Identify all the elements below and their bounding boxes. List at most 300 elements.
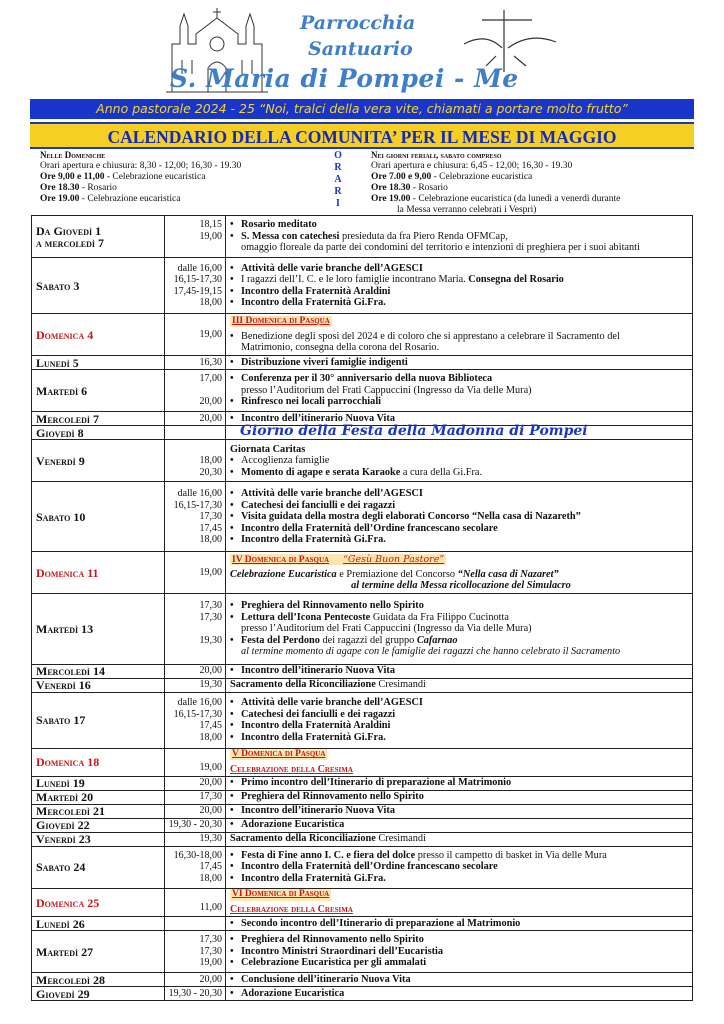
event-line xyxy=(230,777,692,789)
schedule-row xyxy=(32,664,693,678)
event-line xyxy=(230,219,692,231)
times-cell xyxy=(165,692,226,748)
description-cell xyxy=(226,258,693,314)
event-line xyxy=(230,467,692,479)
times-cell xyxy=(165,748,226,776)
event-line xyxy=(230,819,692,831)
time-label xyxy=(165,891,222,903)
day-label: Venerdì 9 xyxy=(36,455,85,467)
sunday-evening-time: Ore 19.00 xyxy=(40,194,80,204)
day-label: Domenica 4 xyxy=(36,328,94,341)
schedule-row xyxy=(32,594,693,664)
time-label: 11,00 xyxy=(199,902,222,914)
event-title: Incontro della Fraternità Gi.Fra. xyxy=(241,534,386,546)
times-cell xyxy=(165,412,226,426)
day-label: Giovedì 22 xyxy=(36,819,90,831)
event-line xyxy=(230,286,692,298)
time-label: 19,30 - 20,30 xyxy=(168,987,222,999)
day-cell xyxy=(32,888,165,916)
times-cell xyxy=(165,552,226,594)
times-cell xyxy=(165,916,226,930)
sunday-mass-text: - Celebrazione eucaristica xyxy=(104,172,206,182)
schedule-row xyxy=(32,552,693,594)
schedule-row xyxy=(32,692,693,748)
event-title: Catechesi dei fanciulli e dei ragazzi xyxy=(241,499,396,511)
weekday-evening-time: Ore 19.00 xyxy=(371,194,411,204)
day-cell xyxy=(32,370,165,412)
time-label: dalle 16,00 xyxy=(177,488,222,500)
event-line xyxy=(230,612,692,624)
event-title: Incontro della Fraternità Araldini xyxy=(241,285,391,297)
day-label: Mercoledì 21 xyxy=(36,805,106,817)
schedule-row xyxy=(32,258,693,314)
event-line xyxy=(230,697,692,709)
day-cell xyxy=(32,930,165,972)
description-cell xyxy=(226,846,693,888)
time-label: 17,45-19,15 xyxy=(173,285,222,297)
schedule-row xyxy=(32,916,693,930)
event-title: Festa del Perdono xyxy=(241,634,320,646)
weekday-vespers-note: la Messa verranno celebrati i Vespri) xyxy=(397,205,537,215)
times-cell xyxy=(165,426,226,440)
event-line xyxy=(230,635,692,647)
time-label: 20,00 xyxy=(199,973,222,985)
times-cell xyxy=(165,258,226,314)
event-text: presso l’Auditorium del Frati Cappuccini (Ingresso da Via delle Mura) xyxy=(241,623,532,635)
time-label: 17,30 xyxy=(199,945,222,957)
day-label: Venerdì 16 xyxy=(36,679,91,691)
event-highlight: Consegna del Rosario xyxy=(468,274,564,286)
day-cell xyxy=(32,916,165,930)
times-cell xyxy=(165,972,226,986)
event-text: a cura della Gi.Fra. xyxy=(400,466,483,478)
confirmation-celebration: Celebrazione della Cresima xyxy=(230,904,353,916)
schedule-row xyxy=(32,818,693,832)
event-line xyxy=(230,974,692,986)
sunday-rosary-time: Ore 18.30 xyxy=(40,183,80,193)
time-label: 20,00 xyxy=(199,805,222,817)
event-text: presso l’Auditorium del Frati Cappuccini (Ingresso da Via delle Mura) xyxy=(241,384,532,396)
day-cell xyxy=(32,664,165,678)
time-label: 16,30 xyxy=(199,356,222,368)
event-text: presieduta da fra Piero Renda OFMCap, xyxy=(339,230,508,242)
schedule-row xyxy=(32,972,693,986)
time-label: 16,15-17,30 xyxy=(173,274,222,286)
description-cell xyxy=(226,790,693,804)
event-title: Incontro dell’itinerario Nuova Vita xyxy=(241,665,395,677)
event-title: Incontro della Fraternità Gi.Fra. xyxy=(241,731,386,743)
time-label: 18,00 xyxy=(199,297,222,309)
time-label: 16,15-17,30 xyxy=(173,708,222,720)
description-cell xyxy=(226,804,693,818)
time-label: 17,30 xyxy=(199,600,222,612)
event-line xyxy=(230,934,692,946)
time-label: dalle 16,00 xyxy=(177,697,222,709)
time-label: 17,30 xyxy=(199,934,222,946)
description-cell xyxy=(226,314,693,356)
event-text: presso il campetto di basket in Via delle Mura xyxy=(415,849,607,861)
day-cell xyxy=(32,790,165,804)
time-label: 19,30 xyxy=(199,833,222,845)
event-line xyxy=(230,709,692,721)
time-label xyxy=(165,646,222,658)
day-label: Domenica 18 xyxy=(36,756,100,768)
event-line xyxy=(230,242,692,254)
feast-day-title: Giorno della Festa della Madonna di Pompei xyxy=(240,423,588,440)
calendar-title: CALENDARIO DELLA COMUNITA’ PER IL MESE DI MAGGIO xyxy=(30,122,694,149)
event-title: Incontro della Fraternità Gi.Fra. xyxy=(241,872,386,884)
time-label: 19,30 xyxy=(199,634,222,646)
event-line xyxy=(230,342,692,354)
weekday-hours-heading: Nei giorni feriali, sabato compreso xyxy=(371,150,502,160)
time-label: 17,30 xyxy=(199,611,222,623)
day-label: Domenica 25 xyxy=(36,896,100,909)
event-title: Preghiera del Rinnovamento nello Spirito xyxy=(241,934,424,946)
times-cell xyxy=(165,216,226,258)
time-label xyxy=(165,385,222,397)
weekday-mass-text: - Celebrazione eucaristica xyxy=(431,172,533,182)
orari-letter: O xyxy=(334,150,342,161)
event-line xyxy=(230,373,692,385)
schedule-row xyxy=(32,482,693,552)
weekday-rosary-time: Ore 18.30 xyxy=(371,183,411,193)
schedule-row xyxy=(32,748,693,776)
event-title: Incontro Ministri Straordinari dell’Eucaristia xyxy=(241,945,444,957)
time-label: 18,00 xyxy=(199,872,222,884)
event-line xyxy=(230,500,692,512)
schedule-table xyxy=(31,215,693,1001)
schedule-row xyxy=(32,846,693,888)
time-label: 18,00 xyxy=(199,455,222,467)
time-label xyxy=(165,340,222,352)
pastoral-year-banner: Anno pastorale 2024 - 25 “Noi, tralci della vera vite, chiamati a portare molto frutto” xyxy=(30,99,694,119)
times-cell xyxy=(165,678,226,692)
event-text: e Premiazione del Concorso xyxy=(336,568,458,580)
time-label: 17,00 xyxy=(199,373,222,385)
time-label xyxy=(165,317,222,329)
time-label: 20,00 xyxy=(199,412,222,424)
time-label: 20,00 xyxy=(199,777,222,789)
time-label: dalle 16,00 xyxy=(177,262,222,274)
event-title: Catechesi dei fanciulli e dei ragazzi xyxy=(241,708,396,720)
event-line xyxy=(230,720,692,732)
times-cell xyxy=(165,986,226,1000)
header xyxy=(0,0,724,98)
schedule-row xyxy=(32,790,693,804)
event-title: Incontro della Fraternità dell’Ordine francescano secolare xyxy=(241,861,498,873)
description-cell xyxy=(226,482,693,552)
event-line xyxy=(230,850,692,862)
event-line xyxy=(230,732,692,744)
time-label: 18,15 xyxy=(199,219,222,231)
description-cell xyxy=(226,370,693,412)
day-cell xyxy=(32,552,165,594)
time-label xyxy=(165,556,222,568)
day-cell xyxy=(32,846,165,888)
time-label xyxy=(165,427,222,439)
event-line xyxy=(230,623,692,635)
event-text: Matrimonio, consegna della corona del Rosario. xyxy=(241,342,440,354)
day-label-end: a mercoledì 7 xyxy=(36,236,105,249)
day-cell xyxy=(32,594,165,664)
event-line xyxy=(230,569,692,581)
event-title: Primo incontro dell’Itinerario di preparazione al Matrimonio xyxy=(241,777,512,789)
event-line xyxy=(230,455,692,467)
event-text: omaggio floreale da parte dei condomini del territorio e intenzioni di preghiera per i suoi abitanti xyxy=(241,242,640,254)
event-title: Attività delle varie branche dell’AGESCI xyxy=(241,488,423,500)
day-cell xyxy=(32,426,165,440)
event-title: Momento di agape e serata Karaoke xyxy=(241,466,401,478)
times-cell xyxy=(165,482,226,552)
time-label: 20,00 xyxy=(199,396,222,408)
description-cell xyxy=(226,552,693,594)
description-cell xyxy=(226,776,693,790)
event-title: Celebrazione Eucaristica xyxy=(230,568,337,580)
event-line xyxy=(230,523,692,535)
description-cell xyxy=(226,356,693,370)
event-title: Distribuzione viveri famiglie indigenti xyxy=(241,356,408,368)
times-cell xyxy=(165,818,226,832)
event-title: Secondo incontro dell’Itinerario di preparazione al Matrimonio xyxy=(241,917,521,929)
day-label: Venerdì 23 xyxy=(36,833,91,845)
description-cell xyxy=(226,692,693,748)
time-label xyxy=(165,444,222,456)
description-cell xyxy=(226,972,693,986)
event-line xyxy=(230,764,692,776)
event-line xyxy=(230,873,692,885)
event-heading: Sacramento della Riconciliazione xyxy=(230,679,376,691)
times-cell xyxy=(165,440,226,482)
day-cell xyxy=(32,482,165,552)
times-cell xyxy=(165,930,226,972)
description-cell xyxy=(226,832,693,846)
time-label: 19,00 xyxy=(199,230,222,242)
time-label: 17,45 xyxy=(199,861,222,873)
event-line xyxy=(230,274,692,286)
day-label: Sabato 10 xyxy=(36,511,86,523)
sunday-rosary-text: - Rosario xyxy=(79,183,117,193)
event-title: Conclusione dell’itinerario Nuova Vita xyxy=(241,973,411,985)
day-label: Martedì 13 xyxy=(36,623,94,635)
description-cell xyxy=(226,678,693,692)
description-cell xyxy=(226,423,693,440)
event-line xyxy=(230,231,692,243)
schedule-row xyxy=(32,804,693,818)
times-cell xyxy=(165,846,226,888)
day-cell xyxy=(32,356,165,370)
time-label xyxy=(165,623,222,635)
day-label: Giovedì 29 xyxy=(36,987,90,1000)
day-cell xyxy=(32,678,165,692)
schedule-row xyxy=(32,314,693,356)
event-text: dei ragazzi del gruppo xyxy=(319,634,417,646)
sunday-name: IV Domenica di Pasqua xyxy=(232,554,330,565)
group-name: Cafarnao xyxy=(416,634,458,646)
time-label: 17,45 xyxy=(199,720,222,732)
church-name-title: S. Maria di Pompei - Me xyxy=(170,64,519,93)
times-cell xyxy=(165,832,226,846)
day-cell xyxy=(32,412,165,426)
event-line xyxy=(230,600,692,612)
event-line xyxy=(230,534,692,546)
liturgical-sunday xyxy=(230,316,332,328)
orari-letter: R xyxy=(334,186,342,197)
event-title: Preghiera del Rinnovamento nello Spirito xyxy=(241,791,424,803)
time-label: 16,30-18,00 xyxy=(173,849,222,861)
event-line xyxy=(230,665,692,677)
event-text: Guidata da Fra Filippo Cucinotta xyxy=(370,611,509,623)
event-title: S. Messa con catechesi xyxy=(241,230,340,242)
times-cell xyxy=(165,888,226,916)
sunday-evening-text: - Celebrazione eucaristica xyxy=(79,194,181,204)
schedule-row xyxy=(32,832,693,846)
time-label: 19,30 xyxy=(199,679,222,691)
time-label: 18,00 xyxy=(199,534,222,546)
day-cell xyxy=(32,692,165,748)
time-label: 19,00 xyxy=(199,567,222,579)
event-text: Benedizione degli sposi del 2024 e di coloro che si apprestano a celebrare il Sacramento del xyxy=(241,330,620,342)
time-label: 17,30 xyxy=(199,511,222,523)
description-cell xyxy=(226,664,693,678)
day-label: Martedì 6 xyxy=(36,384,88,397)
time-label: 20,00 xyxy=(199,665,222,677)
event-text: I ragazzi dell’I. C. e le loro famiglie incontrano Maria. xyxy=(241,274,469,286)
day-label: Lunedì 19 xyxy=(36,777,85,789)
times-cell xyxy=(165,370,226,412)
day-label: Mercoledì 7 xyxy=(36,412,100,425)
liturgical-sunday xyxy=(230,889,331,901)
event-title: Incontro della Fraternità Araldini xyxy=(241,720,391,732)
sunday-mass-time: Ore 9,00 e 11,00 xyxy=(40,172,105,182)
orari-vertical-label xyxy=(332,150,344,210)
schedule-row xyxy=(32,986,693,1000)
event-line xyxy=(230,580,692,592)
event-line xyxy=(230,957,692,969)
schedule-row xyxy=(32,216,693,258)
time-label: 17,45 xyxy=(199,522,222,534)
weekday-hours xyxy=(371,150,691,216)
day-cell xyxy=(32,986,165,1000)
sunday-opening: Orari apertura e chiusura: 8,30 - 12,00; 16,30 - 19.30 xyxy=(40,161,242,171)
event-line xyxy=(230,385,692,397)
times-cell xyxy=(165,776,226,790)
day-label: Domenica 11 xyxy=(36,567,99,579)
parish-title: Parrocchia xyxy=(300,12,416,34)
sunday-subtitle: “Gesù Buon Pastore” xyxy=(343,553,445,565)
sunday-name: V Domenica di Pasqua xyxy=(232,748,326,759)
day-cell xyxy=(32,258,165,314)
time-label xyxy=(165,579,222,591)
description-cell xyxy=(226,986,693,1000)
time-label: 17,30 xyxy=(199,791,222,803)
event-title: Incontro della Fraternità dell’Ordine francescano secolare xyxy=(241,522,498,534)
event-line xyxy=(230,396,692,408)
time-label xyxy=(165,751,222,763)
event-text: Cresimandi xyxy=(375,833,426,845)
day-label: Da Giovedì 1 xyxy=(36,225,102,237)
description-cell xyxy=(226,748,693,776)
day-label: Martedì 27 xyxy=(36,945,94,958)
day-label: Sabato 17 xyxy=(36,714,86,726)
description-cell xyxy=(226,818,693,832)
schedule-row xyxy=(32,426,693,440)
event-title: Incontro dell’itinerario Nuova Vita xyxy=(241,412,395,424)
event-title: Lettura dell’Icona Pentecoste xyxy=(241,611,371,623)
times-cell xyxy=(165,664,226,678)
weekday-evening-text: - Celebrazione eucaristica (da lunedì a venerdì durante xyxy=(410,194,621,204)
times-cell xyxy=(165,356,226,370)
event-title: Festa di Fine anno I. C. e fiera del dolce xyxy=(241,849,416,861)
day-label: Mercoledì 14 xyxy=(36,665,106,677)
schedule-row xyxy=(32,440,693,482)
event-line xyxy=(230,297,692,309)
time-label xyxy=(165,242,222,254)
sunday-hours xyxy=(40,150,330,205)
day-label: Lunedì 26 xyxy=(36,917,85,930)
weekday-opening: Orari apertura e chiusura: 6,45 - 12,00; 16,30 - 19.30 xyxy=(371,161,573,171)
event-line xyxy=(230,805,692,817)
schedule-row xyxy=(32,776,693,790)
sunday-name: III Domenica di Pasqua xyxy=(232,315,330,326)
day-cell xyxy=(32,804,165,818)
schedule-row xyxy=(32,356,693,370)
day-cell xyxy=(32,216,165,258)
day-label: Sabato 24 xyxy=(36,861,86,873)
orari-letter: A xyxy=(334,174,342,185)
day-cell xyxy=(32,314,165,356)
event-line xyxy=(230,488,692,500)
time-label: 19,30 - 20,30 xyxy=(168,819,222,831)
day-label: Martedì 20 xyxy=(36,791,94,803)
description-cell xyxy=(226,916,693,930)
description-cell xyxy=(226,930,693,972)
event-line xyxy=(230,679,692,691)
event-line xyxy=(230,331,692,343)
times-cell xyxy=(165,804,226,818)
description-cell xyxy=(226,440,693,482)
description-cell xyxy=(226,594,693,664)
day-cell xyxy=(32,832,165,846)
event-title: Celebrazione Eucaristica per gli ammalati xyxy=(241,957,427,969)
schedule-row xyxy=(32,678,693,692)
event-line xyxy=(230,791,692,803)
day-cell xyxy=(32,748,165,776)
description-cell xyxy=(226,888,693,916)
event-heading: Sacramento della Riconciliazione xyxy=(230,833,376,845)
time-label: 18,00 xyxy=(199,731,222,743)
time-label: 19,00 xyxy=(199,957,222,969)
sanctuary-title: Santuario xyxy=(308,38,413,60)
franciscan-emblem xyxy=(456,6,566,76)
event-text: Accoglienza famiglie xyxy=(241,455,330,467)
orari-letter: I xyxy=(336,198,340,209)
times-cell xyxy=(165,314,226,356)
description-cell xyxy=(226,216,693,258)
event-line xyxy=(230,988,692,1000)
event-line xyxy=(230,904,692,916)
liturgical-sunday xyxy=(230,554,446,566)
event-line xyxy=(230,946,692,958)
event-heading: Giornata Caritas xyxy=(230,443,306,455)
event-title: Incontro della Fraternità Gi.Fra. xyxy=(241,297,386,309)
event-title: Adorazione Eucaristica xyxy=(241,987,345,999)
day-cell xyxy=(32,818,165,832)
event-title: Adorazione Eucaristica xyxy=(241,819,345,831)
event-text: Cresimandi xyxy=(375,679,426,691)
event-line xyxy=(230,646,692,658)
day-cell xyxy=(32,776,165,790)
liturgical-sunday xyxy=(230,749,327,761)
